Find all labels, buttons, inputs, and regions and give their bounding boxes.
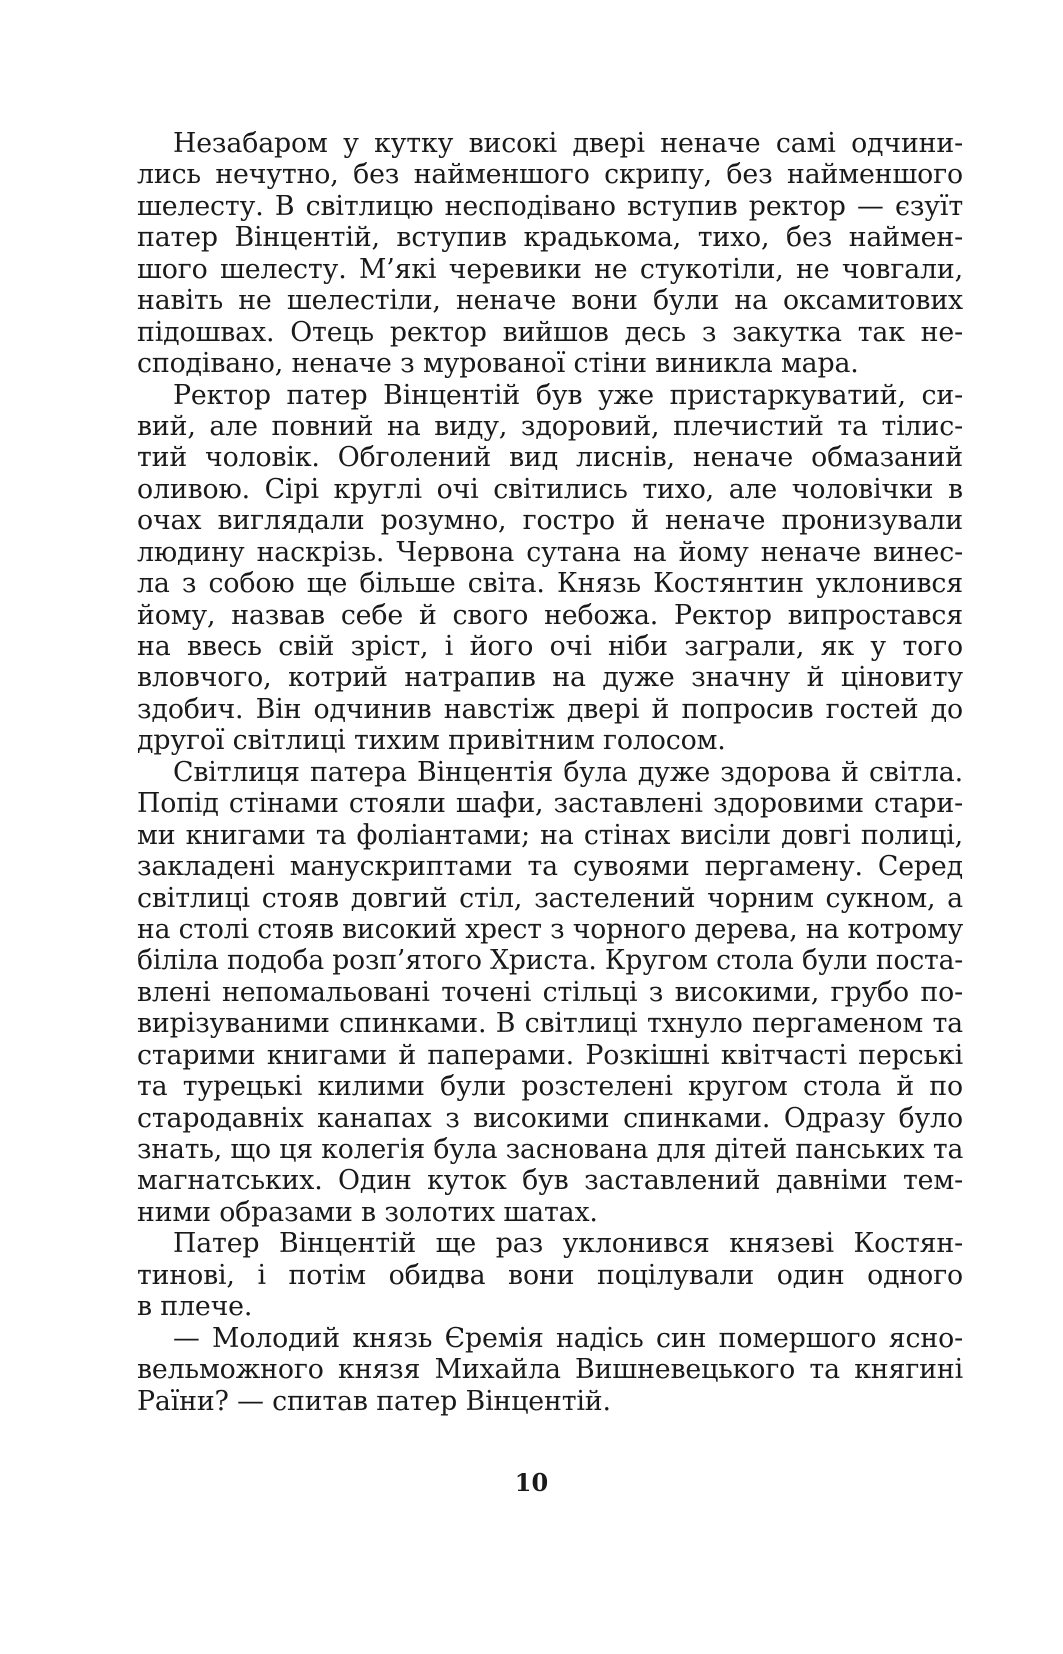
text-line: вельможного князя Михайла Вишневецького та княгині <box>137 1354 963 1386</box>
text-line: оливою. Сірі круглі очі світились тихо, але чоловічки в <box>137 473 963 505</box>
text-line: підошвах. Отець ректор вийшов десь з закутка так не- <box>137 316 963 348</box>
text-line: патер Вінцентій, вступив крадькома, тихо, без наймен- <box>137 222 963 254</box>
paragraph-4 <box>137 1228 963 1322</box>
text-line: шелесту. В світлицю несподівано вступив ректор — єзуїт <box>137 190 963 222</box>
text-line: — Молодий князь Єремія надісь син помершого ясно- <box>173 1322 963 1354</box>
text-line: людину наскрізь. Червона сутана на йому неначе винес- <box>137 536 963 568</box>
page-number: 10 <box>514 1468 549 1497</box>
text-line: вий, але повний на виду, здоровий, плечистий та тілис- <box>137 410 963 442</box>
text-line: йому, назвав себе й свого небожа. Ректор випростався <box>137 599 963 631</box>
text-line: на столі стояв високий хрест з чорного дерева, на котрому <box>137 913 964 945</box>
text-line: та турецькі килими були розстелені кругом стола й по <box>137 1071 963 1103</box>
text-line: здобич. Він одчинив навстіж двері й попросив гостей до <box>137 693 963 725</box>
paragraph-3 <box>137 757 963 1229</box>
text-line: закладені манускриптами та сувоями пергамену. Серед <box>137 851 963 883</box>
text-line: стародавніх канапах з високими спинками. Одразу було <box>137 1102 963 1134</box>
text-line: тий чоловік. Обголений вид лиснів, неначе обмазаний <box>137 442 963 474</box>
text-line: старими книгами й паперами. Розкішні квітчасті перські <box>137 1039 963 1071</box>
text-line: тинові, і потім обидва вони поцілували один одного <box>137 1259 963 1291</box>
text-line: в плече. <box>137 1291 253 1323</box>
text-line: на ввесь свій зріст, і його очі ніби заграли, як у того <box>137 631 963 662</box>
text-line: Світлиця патера Вінцентія була дуже здорова й світла. <box>173 756 963 788</box>
paragraph-1 <box>137 128 963 380</box>
text-line: вловчого, котрий натрапив на дуже значну й ціновиту <box>137 662 963 694</box>
text-line: Незабаром у кутку високі двері неначе самі одчини- <box>173 128 963 159</box>
text-line: Раїни? — спитав патер Вінцентій. <box>137 1385 611 1417</box>
text-line: вирізуваними спинками. В світлиці тхнуло пергаменом та <box>137 1008 963 1040</box>
page-body <box>137 128 963 1417</box>
text-line: біліла подоба розп’ятого Христа. Кругом стола були поста- <box>137 945 964 977</box>
text-line: Попід стінами стояли шафи, заставлені здоровими стари- <box>137 788 963 820</box>
text-line: магнатських. Один куток був заставлений давніми тем- <box>137 1165 963 1197</box>
text-line: навіть не шелестіли, неначе вони були на оксамитових <box>137 285 963 317</box>
text-line: ми книгами та фоліантами; на стінах висіли довгі полиці, <box>137 819 963 851</box>
text-line: знать, що ця колегія була заснована для дітей панських та <box>137 1134 964 1165</box>
text-line: влені непомальовані точені стільці з високими, грубо по- <box>137 976 963 1008</box>
text-line: другої світлиці тихим привітним голосом. <box>137 725 726 757</box>
text-line: ла з собою ще більше світа. Князь Костянтин уклонився <box>137 568 963 600</box>
paragraph-5 <box>137 1323 963 1417</box>
text-line: Патер Вінцентій ще раз уклонився князеві Костян- <box>173 1228 963 1260</box>
text-line: шого шелесту. М’які черевики не стукотіли, не човгали, <box>137 253 963 285</box>
text-line: лись нечутно, без найменшого скрипу, без найменшого <box>137 159 963 191</box>
text-line: ними образами в золотих шатах. <box>137 1196 598 1228</box>
text-line: Ректор патер Вінцентій був уже пристаркуватий, си- <box>173 379 963 411</box>
text-line: очах виглядали розумно, гостро й неначе пронизували <box>137 505 963 537</box>
text-line: світлиці стояв довгий стіл, застелений чорним сукном, а <box>137 882 963 914</box>
paragraph-2 <box>137 380 963 757</box>
text-line: сподівано, неначе з мурованої стіни виникла мара. <box>137 348 859 380</box>
